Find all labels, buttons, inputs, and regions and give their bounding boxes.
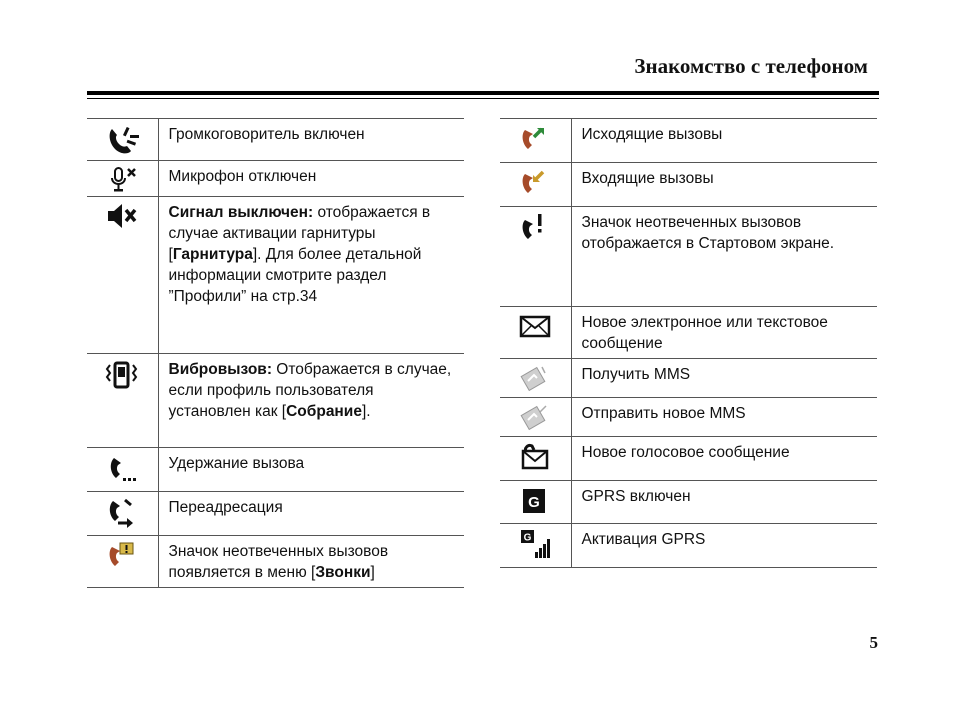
row-bold-text: Звонки — [315, 564, 371, 581]
table-row — [500, 481, 877, 524]
row-bold-text: Собрание — [286, 403, 362, 420]
table-row — [500, 207, 877, 307]
row-text: Активация GPRS — [581, 531, 706, 548]
row-text: Отправить новое MMS — [581, 405, 746, 422]
header-rule-thick — [87, 91, 879, 95]
page-header-title: Знакомство с телефоном — [634, 54, 868, 78]
table-row — [500, 163, 877, 207]
row-text: Громкоговоритель включен — [168, 126, 365, 143]
call-hold-icon — [87, 448, 158, 492]
send-mms-icon — [500, 398, 571, 437]
svg-text:G: G — [528, 494, 541, 511]
row-text: Новое голосовое сообщение — [581, 444, 790, 461]
table-row — [87, 448, 464, 492]
row-text: Новое электронное или текстовое сообщение — [581, 314, 828, 352]
row-text: ] — [370, 564, 375, 581]
row-text: ]. Для более детальной информации смотрите раздел ”Профили” на стр.34 — [168, 246, 422, 305]
vibrate-icon — [87, 354, 158, 448]
table-row — [87, 197, 464, 354]
header-rule-thin — [87, 98, 879, 99]
row-bold-text: Сигнал выключен: — [168, 204, 314, 221]
table-row — [500, 359, 877, 398]
outgoing-calls-icon — [500, 119, 571, 163]
row-text: Исходящие вызовы — [581, 126, 723, 143]
row-text: Микрофон отключен — [168, 168, 317, 185]
gprs-active-icon — [500, 524, 571, 568]
status-icons-table-left — [87, 118, 464, 588]
table-row — [87, 536, 464, 588]
table-row — [500, 307, 877, 359]
status-icons-table-right — [500, 118, 877, 568]
row-text: Переадресация — [168, 499, 283, 516]
row-text: Входящие вызовы — [581, 170, 714, 187]
row-text: Отображается в случае, если профиль пользователя установлен как [ — [168, 361, 452, 420]
row-text: Удержание вызова — [168, 455, 305, 472]
voicemail-icon — [500, 437, 571, 481]
receive-mms-icon — [500, 359, 571, 398]
call-forward-icon — [87, 492, 158, 536]
row-text: GPRS включен — [581, 488, 691, 505]
table-row — [87, 161, 464, 197]
row-text: Получить MMS — [581, 366, 691, 383]
row-text: отображается в случае активации гарнитуры [ — [168, 204, 431, 263]
incoming-calls-icon — [500, 163, 571, 207]
sound-off-icon — [87, 197, 158, 354]
row-text: Значок неотвеченных вызовов появляется в меню [ — [168, 543, 389, 581]
new-message-icon — [500, 307, 571, 359]
table-row — [87, 119, 464, 161]
row-bold-text: Вибровызов: — [168, 361, 272, 378]
table-row — [87, 354, 464, 448]
microphone-off-icon — [87, 161, 158, 197]
table-row — [500, 437, 877, 481]
table-row — [87, 492, 464, 536]
row-bold-text: Гарнитура — [172, 246, 253, 263]
table-row — [500, 398, 877, 437]
speakerphone-icon — [87, 119, 158, 161]
missed-call-icon — [500, 207, 571, 307]
row-text: Значок неотвеченных вызовов отображается в Стартовом экране. — [581, 214, 835, 252]
missed-call-menu-icon — [87, 536, 158, 588]
table-row — [500, 119, 877, 163]
row-text: ]. — [361, 403, 371, 420]
gprs-on-icon — [500, 481, 571, 524]
page-number: 5 — [869, 633, 878, 652]
table-row — [500, 524, 877, 568]
svg-text:G: G — [523, 532, 532, 544]
